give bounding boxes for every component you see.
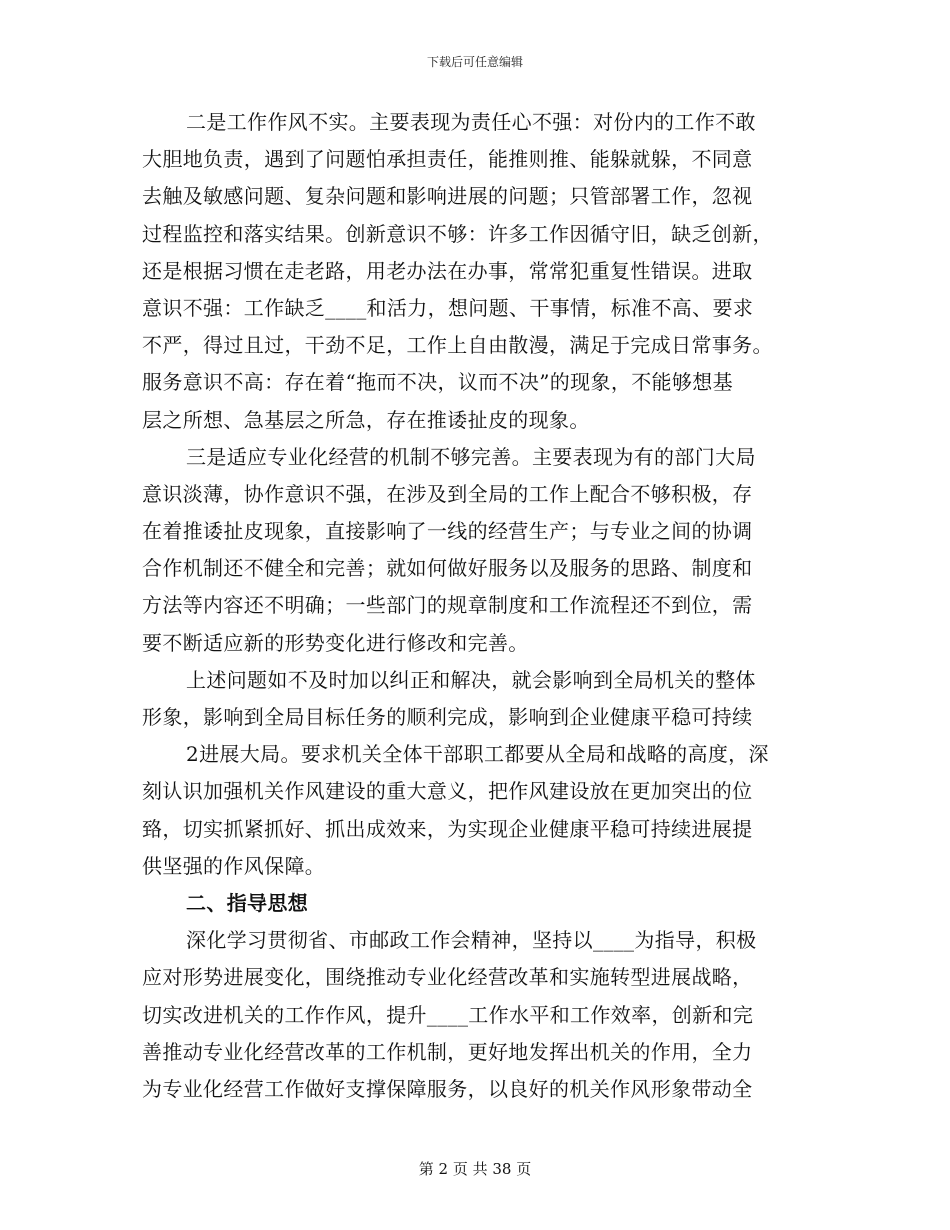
- document-body: [142, 104, 812, 1108]
- text-line: 切实改进机关的工作作风，提升____工作水平和工作效率，创新和完: [142, 1002, 754, 1027]
- text-line: 合作机制还不健全和完善；就如何做好服务以及服务的思路、制度和: [142, 556, 753, 581]
- text-line: 深化学习贯彻省、市邮政工作会精神，坚持以____为指导，积极: [186, 928, 757, 953]
- text-line: 三是适应专业化经营的机制不够完善。主要表现为有的部门大局: [186, 444, 756, 469]
- text-line: 形象，影响到全局目标任务的顺利完成，影响到企业健康平稳可持续: [142, 705, 753, 729]
- text-line: 层之所想、急基层之所急，存在推诿扯皮的现象。: [142, 407, 590, 432]
- section-heading: 二、指导思想: [186, 890, 309, 915]
- text-line: 大胆地负责，遇到了问题怕承担责任，能推则推、能躲就躲，不同意: [142, 147, 753, 172]
- text-line: 善推动专业化经营改革的工作机制，更好地发挥出机关的作用，全力: [142, 1039, 753, 1064]
- text-line: 应对形势进展变化，围绕推动专业化经营改革和实施转型进展战略，: [142, 965, 753, 990]
- text-line: 不严，得过且过，干劲不足，工作上自由散漫，满足于完成日常事务。: [142, 333, 773, 358]
- page-header: 下载后可任意编辑: [426, 55, 523, 69]
- text-line: 2进展大局。要求机关全体干部职工都要从全局和战略的高度，深: [186, 742, 769, 767]
- text-line: 意识不强：工作缺乏____和活力，想问题、干事情，标准不高、要求: [142, 295, 754, 320]
- text-line: 在着推诿扯皮现象，直接影响了一线的经营生产；与专业之间的协调: [142, 519, 753, 544]
- page-footer: 第 2 页 共 38 页: [418, 1160, 532, 1178]
- text-line: 刻认识加强机关作风建设的重大意义，把作风建设放在更加突出的位: [142, 779, 753, 804]
- text-line: 去触及敏感问题、复杂问题和影响进展的问题；只管部署工作，忽视: [142, 184, 753, 209]
- text-line: 供坚强的作风保障。: [142, 853, 326, 878]
- text-line: 臵，切实抓紧抓好、抓出成效来，为实现企业健康平稳可持续进展提: [142, 816, 753, 841]
- text-line: 还是根据习惯在走老路，用老办法在办事，常常犯重复性错误。进取: [142, 258, 753, 283]
- text-line: 上述问题如不及时加以纠正和解决，就会影响到全局机关的整体: [186, 667, 756, 692]
- text-line: 过程监控和落实结果。创新意识不够：许多工作因循守旧，缺乏创新，: [142, 221, 773, 246]
- text-line: 二是工作作风不实。主要表现为责任心不强：对份内的工作不敢: [186, 110, 756, 134]
- text-line: 服务意识不高：存在着“拖而不决，议而不决”的现象，不能够想基: [142, 370, 733, 395]
- text-line: 意识淡薄，协作意识不强，在涉及到全局的工作上配合不够积极，存: [142, 481, 753, 506]
- text-line: 为专业化经营工作做好支撑保障服务，以良好的机关作风形象带动全: [142, 1076, 753, 1101]
- text-line: 要不断适应新的形势变化进行修改和完善。: [142, 630, 529, 655]
- text-line: 方法等内容还不明确；一些部门的规章制度和工作流程还不到位，需: [142, 593, 753, 618]
